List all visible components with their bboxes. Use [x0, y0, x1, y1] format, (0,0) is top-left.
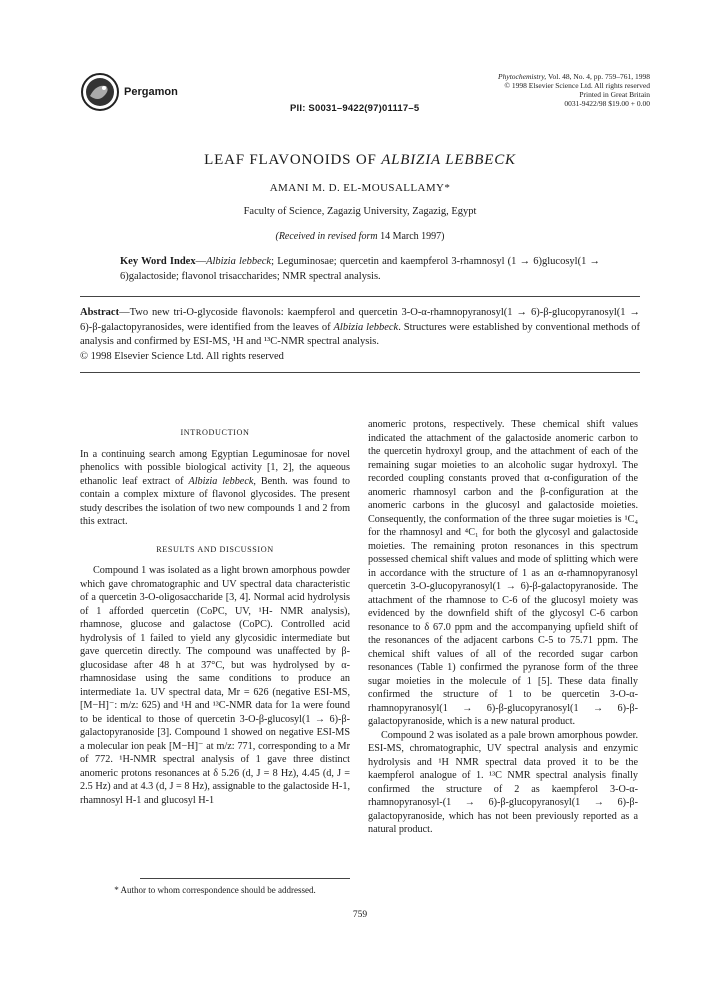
received-date — [0, 231, 720, 242]
publisher-name: Pergamon — [124, 86, 178, 98]
abstract-text-a: —Two new tri-O-glycoside flavonols: kaempferol and quercetin 3-O-α-rhamnopyranosyl(1 → 6)-β-glucopyranosyl(1 → 6)-β-galactopyranosides, were identified from the leaves of — [80, 307, 640, 333]
divider-bottom — [80, 372, 640, 373]
article-title — [0, 152, 720, 169]
intro-heading: INTRODUCTION — [180, 428, 250, 437]
page-number: 759 — [352, 910, 368, 920]
right-column — [368, 418, 638, 837]
pergamon-logo — [80, 72, 120, 112]
journal-name: Phytochemistry, — [498, 72, 547, 81]
abstract-text-b: . Structures were established by conventional methods of analysis and confirmed by ESI-MS, ¹H and ¹³C-NMR spectral analysis. — [80, 321, 640, 347]
results-paragraph-2: anomeric protons, respectively. These chemical shift values indicated the attachment of the galactoside anomeric carbon to the quercetin hydroxyl group, and the attachment of each of the remaining sugar moieties to an alcoholic sugar hydroxyl. The recorded coupling constants proved that α-configuration of the anomeric rhamnosyl carbon and the β-configuration at the anomeric carbons in the glucosyl and galactoside moieties. Consequently, the conformation of the three sugar moieties is ¹C₄ for the rhamnosyl and ⁴C₁ for both the glycosyl and galactoside moieties. The remaining proton resonances in this spectrum possessed chemical shift values and mode of splitting which were in accordance with the structure of 1 as an α-rhamnopyranosyl quercetin 3-O-glucopyranosyl(1 → 6)-β-galactopyranoside. The attachment of the rhamnose to C-6 of the glucosyl moiety was evidenced by the downfield shift of the glycosyl C-6 carbon resonance to δ 67.0 ppm and the accompanying upfield shift of the resonances of the adjacent carbons C-5 to 75.71 ppm. The chemical shift values of all of the recorded sugar carbon resonances (Table 1) confirmed the pyranose form of the three sugar moieties in the molecule of 1 [5]. These data finally confirmed the structure of 1 to be quercetin 3-O-α-rhamnopyranosyl(1 → 6)-β-glucopyranosyl(1 → 6)-β-galactopyranoside, which is a new natural product. — [368, 419, 638, 727]
footnote: * Author to whom correspondence should be addressed. — [114, 885, 316, 895]
keywords-text: ; Leguminosae; quercetin and kaempferol 3-rhamnosyl (1 → 6)glucosyl(1 → 6)galactoside; flavonol trisaccharides; NMR spectral analysis. — [120, 256, 601, 282]
abstract-species: Albizia lebbeck — [333, 321, 399, 333]
results-heading: RESULTS AND DISCUSSION — [156, 544, 274, 554]
abstract — [80, 306, 640, 364]
journal-info — [498, 72, 650, 108]
intro-species: Albizia lebbeck — [188, 475, 254, 487]
journal-copyright: © 1998 Elsevier Science Ltd. All rights reserved — [504, 81, 650, 90]
intro-text-a: In a continuing search among Egyptian Leguminosae for novel phenolics with possible biological activity [1, 2], the aqueous ethanolic leaf extract of — [80, 448, 350, 487]
divider-top — [80, 296, 640, 297]
left-column — [80, 418, 350, 807]
affiliation: Faculty of Science, Zagazig University, Zagazig, Egypt — [243, 206, 477, 217]
intro-text-b: , Benth. was found to contain a complex mixture of flavonol glycosides. The present study describes the isolation of two new compounds 1 and 2 from this extract. — [80, 475, 350, 527]
received-prefix: (Received in revised form — [275, 231, 378, 242]
results-paragraph-1: Compound 1 was isolated as a light brown amorphous powder which gave chromatographic and UV spectral data characteristic of a quercetin 3-O-oligosaccharide [3, 4]. Normal acid hydrolysis of 1 afforded quercetin (CoPC, UV, ¹H- NMR analysis), rhamnose, glucose and galactose (CoPC). Controlled acid hydrolysis of 1 failed to yield any glycosidic intermediate but gave quercetin directly. The compound was unaffected by β-glucosidase after 48 h at 37°C, but was hydrolysed by α-rhamnosidase using the same conditions to produce an intermediate 1a. UV spectral data, Mr = 626 (negative ESI-MS, [M−H]⁻: m/z: 625) and ¹H and ¹³C-NMR data for 1a were found to be identical to those of quercetin 3-O-β-glucosyl(1 → 6)-β-galactopyranoside [3]. Compound 1 showed on negative ESI-MS a molecular ion peak [M−H]⁻ at m/z: 771, corresponding to a Mr of 772. ¹H-NMR spectral analysis of 1 gave three distinct anomeric protons resonances at δ 5.26 (d, J = 8 Hz), 4.45 (d, J = 2.5 Hz) and at 4.3 (d, J = 8 Hz), assignable to the galactoside H-1, rhamnosyl H-1 and glucosyl H-1 — [80, 565, 350, 806]
keywords-label: Key Word Index — [120, 256, 196, 267]
journal-price: 0031-9422/98 $19.00 + 0.00 — [564, 99, 650, 108]
abstract-copyright: © 1998 Elsevier Science Ltd. All rights reserved — [80, 350, 284, 362]
pii-code: PII: S0031–9422(97)01117–5 — [290, 103, 420, 114]
title-species: ALBIZIA LEBBECK — [381, 152, 516, 168]
title-prefix: LEAF FLAVONOIDS OF — [204, 152, 377, 168]
received-date-value: 14 March 1997) — [380, 231, 445, 242]
keywords-species: Albizia lebbeck — [206, 256, 272, 267]
intro-paragraph — [80, 448, 350, 529]
abstract-label: Abstract — [80, 307, 120, 318]
results-paragraph-3: Compound 2 was isolated as a pale brown amorphous powder. ESI-MS, chromatographic, UV spectral analysis and enzymic hydrolysis and ¹H NMR spectral data proved it to be the kaempferol analogue of 1. ¹³C NMR spectral analysis finally confirmed the structure of 2 as kaempferol 3-O-α-rhamnopyranosyl-(1 → 6)-β-glucopyranosyl(1 → 6)-β-galactopyranoside, which has not been previously reported as a natural product. — [368, 729, 638, 835]
footnote-divider — [140, 878, 350, 879]
author-name: AMANI M. D. EL-MOUSALLAMY* — [269, 182, 451, 194]
journal-volume: Vol. 48, No. 4, pp. 759–761, 1998 — [548, 72, 650, 81]
keywords: Key Word Index—Albizia lebbeck; Leguminosae; quercetin and kaempferol 3-rhamnosyl (1 → 6)glucosyl(1 → 6)galactoside; flavonol trisaccharides; NMR spectral analysis. — [120, 256, 601, 282]
journal-printed: Printed in Great Britain — [579, 90, 650, 99]
